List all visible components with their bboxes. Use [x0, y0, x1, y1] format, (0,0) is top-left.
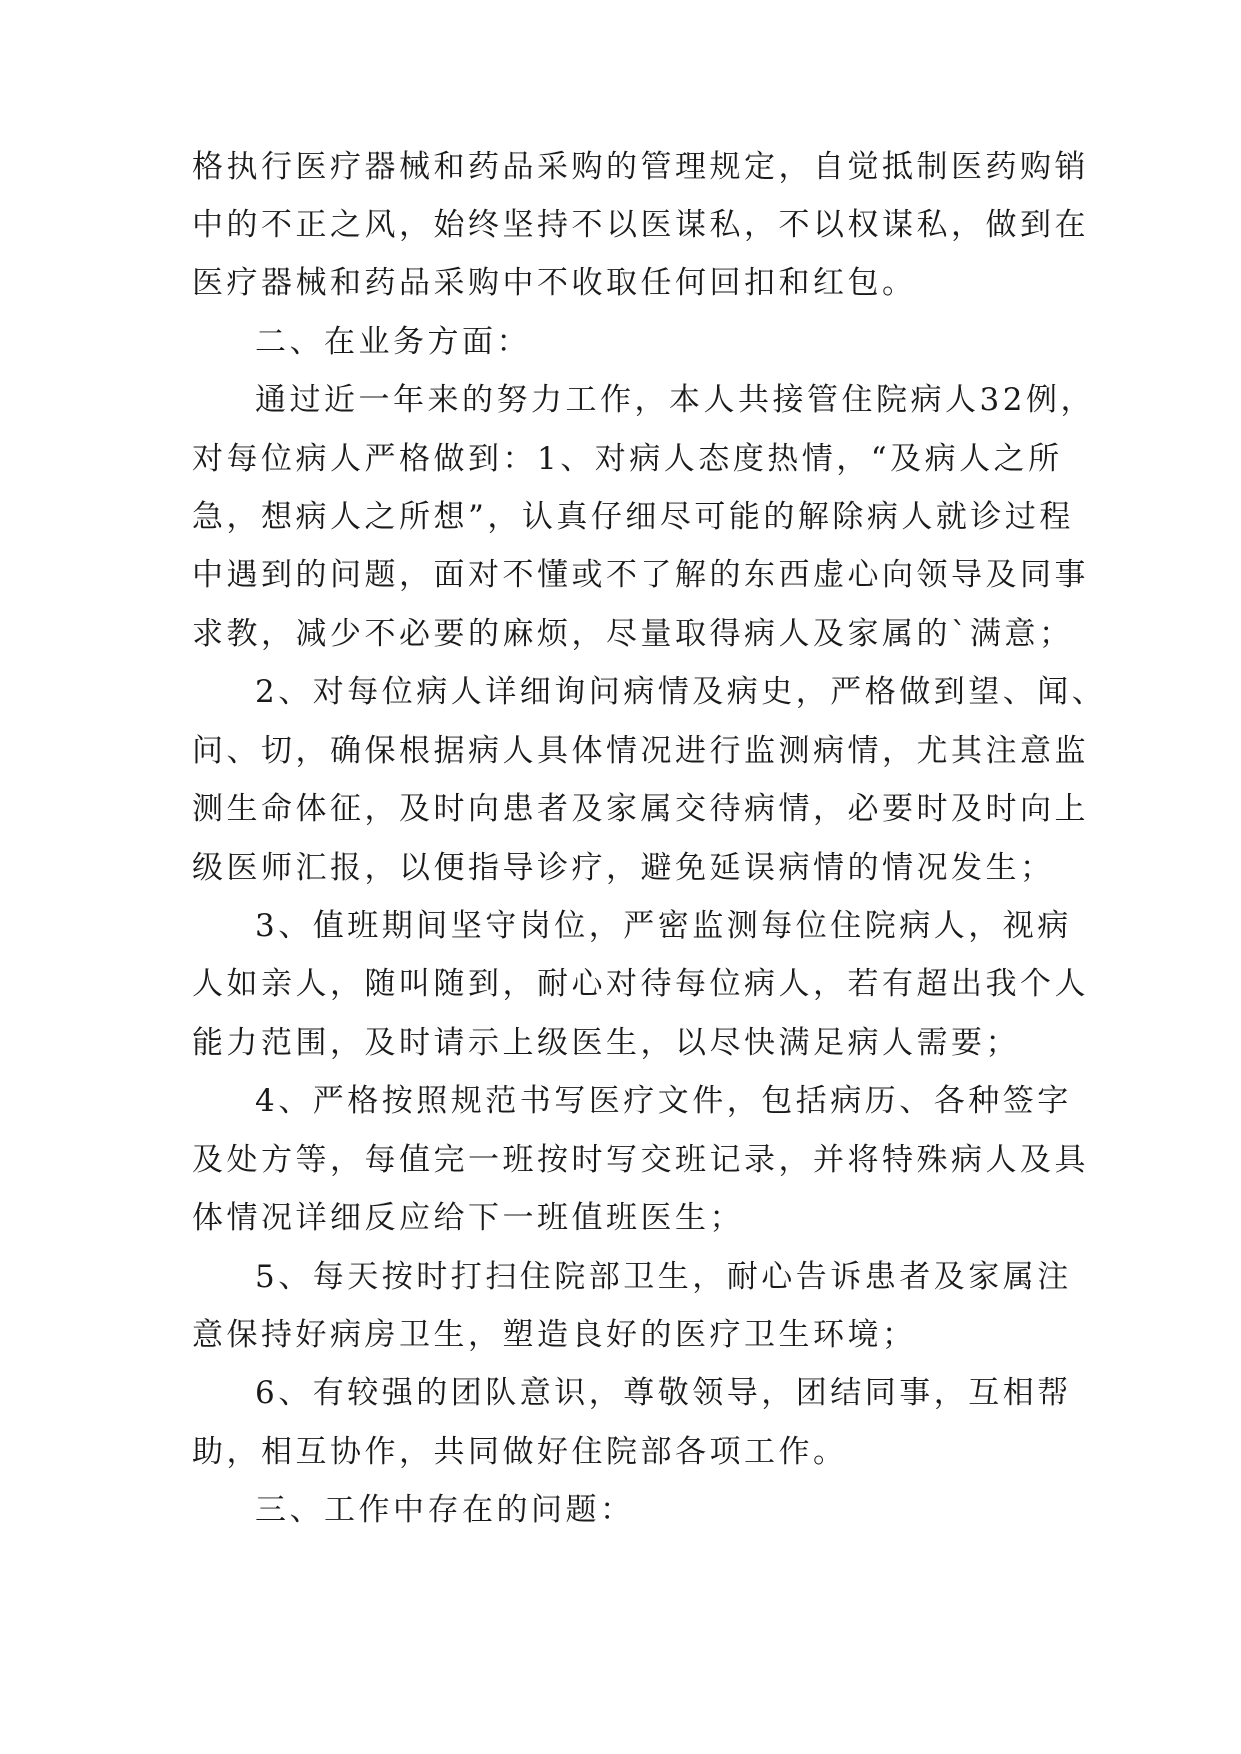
text-line: 2、对每位病人详细询问病情及病史，严格做到望、闻、 — [255, 674, 1107, 710]
text-line: 急，想病人之所想”，认真仔细尽可能的解除病人就诊过程 — [192, 499, 1074, 535]
text-line: 求教，减少不必要的麻烦，尽量取得病人及家属的`满意； — [192, 616, 1074, 652]
text-line: 格执行医疗器械和药品采购的管理规定，自觉抵制医药购销 — [192, 149, 1089, 185]
text-line: 医疗器械和药品采购中不收取任何回扣和红包。 — [192, 265, 917, 301]
text-line: 3、值班期间坚守岗位，严密监测每位住院病人，视病 — [255, 908, 1072, 944]
text-line: 人如亲人，随叫随到，耐心对待每位病人，若有超出我个人 — [192, 966, 1089, 1002]
text-line: 意保持好病房卫生，塑造良好的医疗卫生环境； — [192, 1317, 917, 1353]
text-line: 5、每天按时打扫住院部卫生，耐心告诉患者及家属注 — [255, 1259, 1072, 1295]
text-line: 测生命体征，及时向患者及家属交待病情，必要时及时向上 — [192, 791, 1089, 827]
text-line: 体情况详细反应给下一班值班医生； — [192, 1200, 744, 1236]
text-line: 中遇到的问题，面对不懂或不了解的东西虚心向领导及同事 — [192, 557, 1089, 593]
text-line: 对每位病人严格做到：1、对病人态度热情，“及病人之所 — [192, 441, 1063, 477]
text-line: 能力范围，及时请示上级医生，以尽快满足病人需要； — [192, 1025, 1020, 1061]
section-heading: 二、在业务方面： — [255, 324, 531, 360]
text-line: 中的不正之风，始终坚持不以医谋私，不以权谋私，做到在 — [192, 207, 1089, 243]
text-line: 助，相互协作，共同做好住院部各项工作。 — [192, 1434, 848, 1470]
section-heading: 三、工作中存在的问题： — [255, 1492, 635, 1528]
text-line: 通过近一年来的努力工作，本人共接管住院病人32例， — [255, 382, 1095, 418]
text-line: 4、严格按照规范书写医疗文件，包括病历、各种签字 — [255, 1083, 1072, 1119]
text-line: 6、有较强的团队意识，尊敬领导，团结同事，互相帮 — [255, 1375, 1072, 1411]
text-line: 及处方等，每值完一班按时写交班记录，并将特殊病人及具 — [192, 1142, 1089, 1178]
text-line: 问、切，确保根据病人具体情况进行监测病情，尤其注意监 — [192, 733, 1089, 769]
text-line: 级医师汇报，以便指导诊疗，避免延误病情的情况发生； — [192, 850, 1055, 886]
